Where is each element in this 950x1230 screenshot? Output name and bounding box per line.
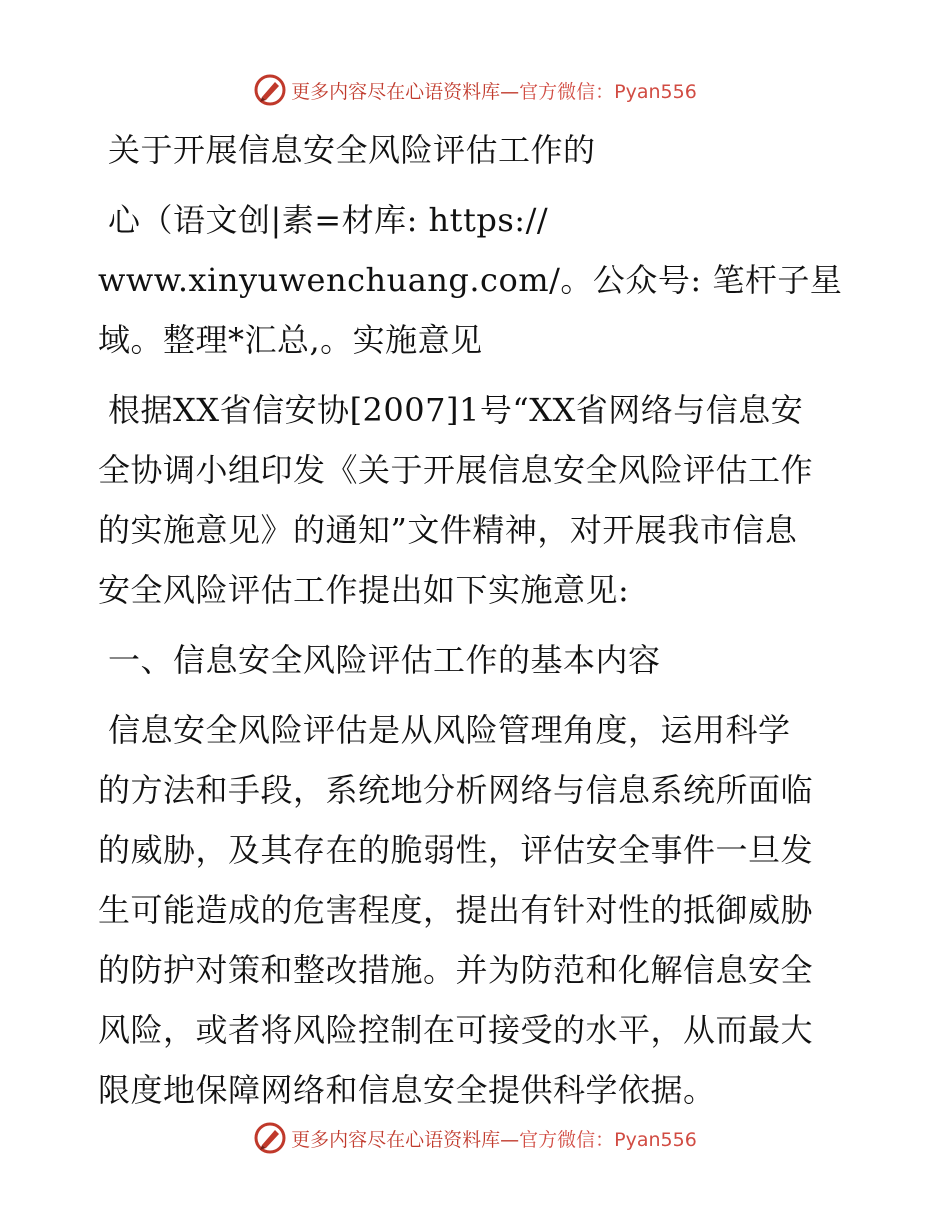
title-line: 心（语文创|素=材库: https:// — [108, 201, 549, 239]
pen-logo-icon — [253, 73, 287, 107]
banner-wechat-text: 官方微信：Pyan556 — [519, 1128, 697, 1151]
banner-text — [291, 77, 697, 104]
section-heading: 一、信息安全风险评估工作的基本内容 — [108, 641, 661, 679]
paragraph-line: 的防护对策和整改措施。并为防范和化解信息安全 — [98, 951, 814, 989]
banner-site-text: 更多内容尽在心语资料库— — [291, 1128, 520, 1151]
paragraph-line: 的威胁，及其存在的脆弱性，评估安全事件一旦发 — [98, 831, 814, 869]
banner-wechat-text: 官方微信：Pyan556 — [519, 80, 697, 103]
paragraph-line: 限度地保障网络和信息安全提供科学依据。 — [98, 1071, 716, 1109]
paragraph-line: 风险，或者将风险控制在可接受的水平，从而最大 — [98, 1011, 814, 1049]
pen-logo-icon — [253, 1121, 287, 1155]
paragraph-line: 的实施意见》的通知”文件精神，对开展我市信息 — [98, 511, 798, 549]
paragraph-line: 信息安全风险评估是从风险管理角度，运用科学 — [108, 711, 791, 749]
document-body — [98, 120, 858, 1120]
paragraph-line: 根据XX省信安协[2007]1号“XX省网络与信息安 — [108, 391, 804, 429]
paragraph-line: 安全风险评估工作提出如下实施意见: — [98, 571, 630, 609]
paragraph-line: 全协调小组印发《关于开展信息安全风险评估工作 — [98, 451, 814, 489]
paragraph-line: 生可能造成的危害程度，提出有针对性的抵御威胁 — [98, 891, 814, 929]
title-line: 域。整理*汇总,。实施意见 — [98, 321, 483, 359]
footer-banner — [0, 1118, 950, 1158]
banner-text — [291, 1125, 697, 1152]
title-line: www.xinyuwenchuang.com/。公众号: 笔杆子星 — [98, 261, 843, 299]
banner-site-text: 更多内容尽在心语资料库— — [291, 80, 520, 103]
header-banner — [0, 70, 950, 110]
title-line: 关于开展信息安全风险评估工作的 — [108, 131, 596, 169]
paragraph-line: 的方法和手段，系统地分析网络与信息系统所面临 — [98, 771, 814, 809]
